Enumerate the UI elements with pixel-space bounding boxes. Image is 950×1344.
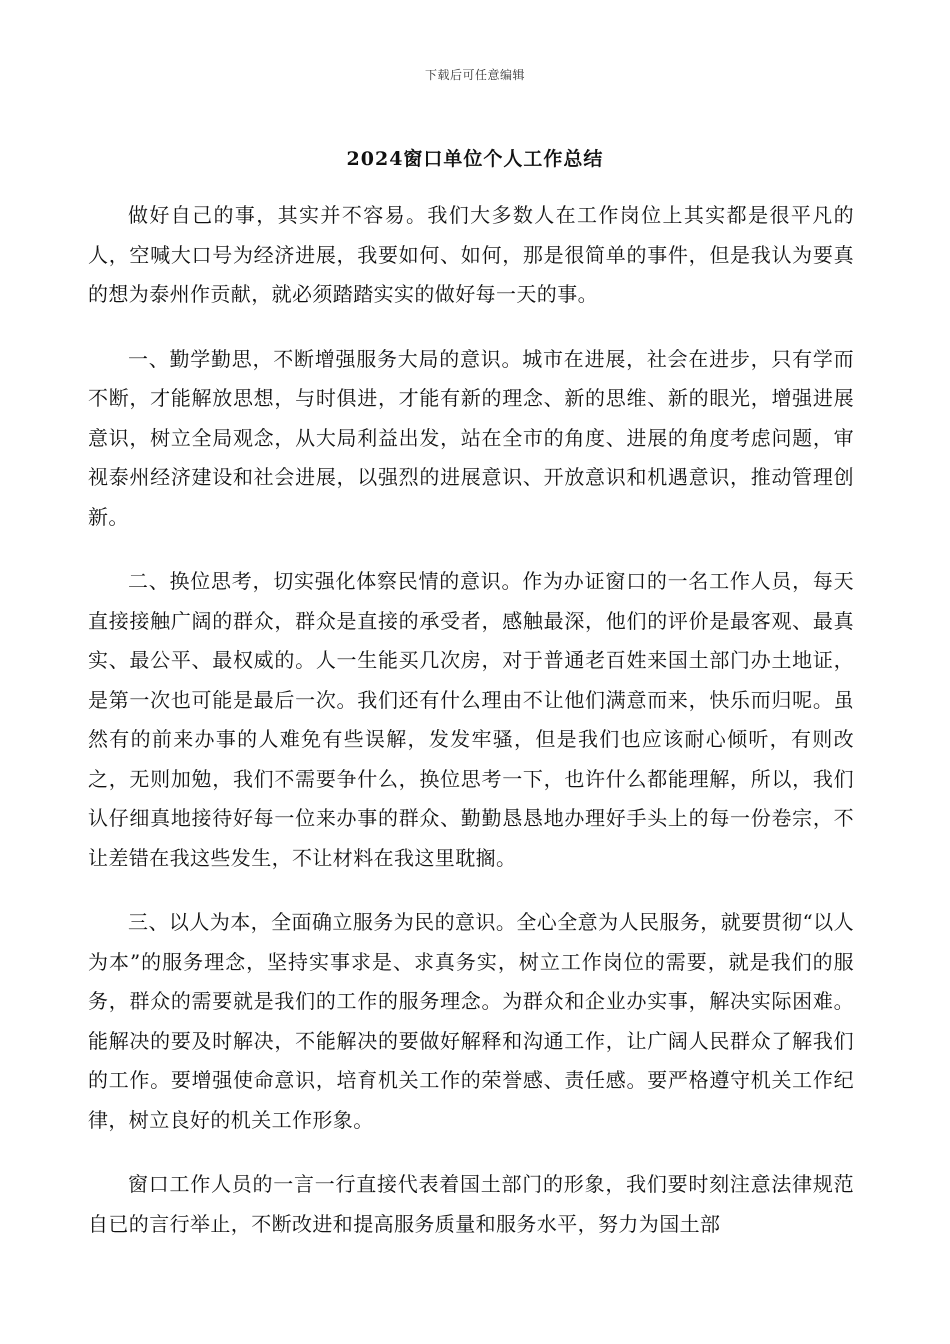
paragraph-intro: 做好自己的事，其实并不容易。我们大多数人在工作岗位上其实都是很平凡的人，空喊大口号为经济进展，我要如何、如何，那是很简单的事件，但是我认为要真的想为泰州作贡献，就必须踏踏实实的做好每一天的事。 (88, 203, 854, 306)
document-body (88, 196, 854, 1269)
paragraph-section-1: 一、勤学勤思，不断增强服务大局的意识。城市在进展，社会在进步，只有学而不断，才能解放思想，与时俱进，才能有新的理念、新的思维、新的眼光，增强进展意识，树立全局观念，从大局利益出发，站在全市的角度、进展的角度考虑问题，审视泰州经济建设和社会进展，以强烈的进展意识、开放意识和机遇意识，推动管理创新。 (88, 346, 854, 529)
header-note: 下载后可任意编辑 (424, 68, 525, 82)
paragraph-section-3: 三、以人为本，全面确立服务为民的意识。全心全意为人民服务，就要贯彻“以人为本”的服务理念，坚持实事求是、求真务实，树立工作岗位的需要，就是我们的服务，群众的需要就是我们的工作的服务理念。为群众和企业办实事，解决实际困难。能解决的要及时解决，不能解决的要做好解释和沟通工作，让广阔人民群众了解我们的工作。要增强使命意识，培育机关工作的荣誉感、责任感。要严格遵守机关工作纪律，树立良好的机关工作形象。 (88, 910, 854, 1132)
document-title: 2024窗口单位个人工作总结 (346, 148, 604, 170)
paragraph-section-2: 二、换位思考，切实强化体察民情的意识。作为办证窗口的一名工作人员，每天直接接触广阔的群众，群众是直接的承受者，感触最深，他们的评价是最客观、最真实、最公平、最权威的。人一生能买几次房，对于普通老百姓来国土部门办土地证，是第一次也可能是最后一次。我们还有什么理由不让他们满意而来，快乐而归呢。虽然有的前来办事的人难免有些误解，发发牢骚，但是我们也应该耐心倾听，有则改之，无则加勉，我们不需要争什么，换位思考一下，也许什么都能理解，所以，我们认仔细真地接待好每一位来办事的群众、勤勤恳恳地办理好手头上的每一份卷宗，不让差错在我这些发生，不让材料在我这里耽搁。 (88, 569, 854, 870)
paragraph-closing: 窗口工作人员的一言一行直接代表着国土部门的形象，我们要时刻注意法律规范自已的言行举止，不断改进和提高服务质量和服务水平，努力为国土部 (88, 1172, 854, 1236)
